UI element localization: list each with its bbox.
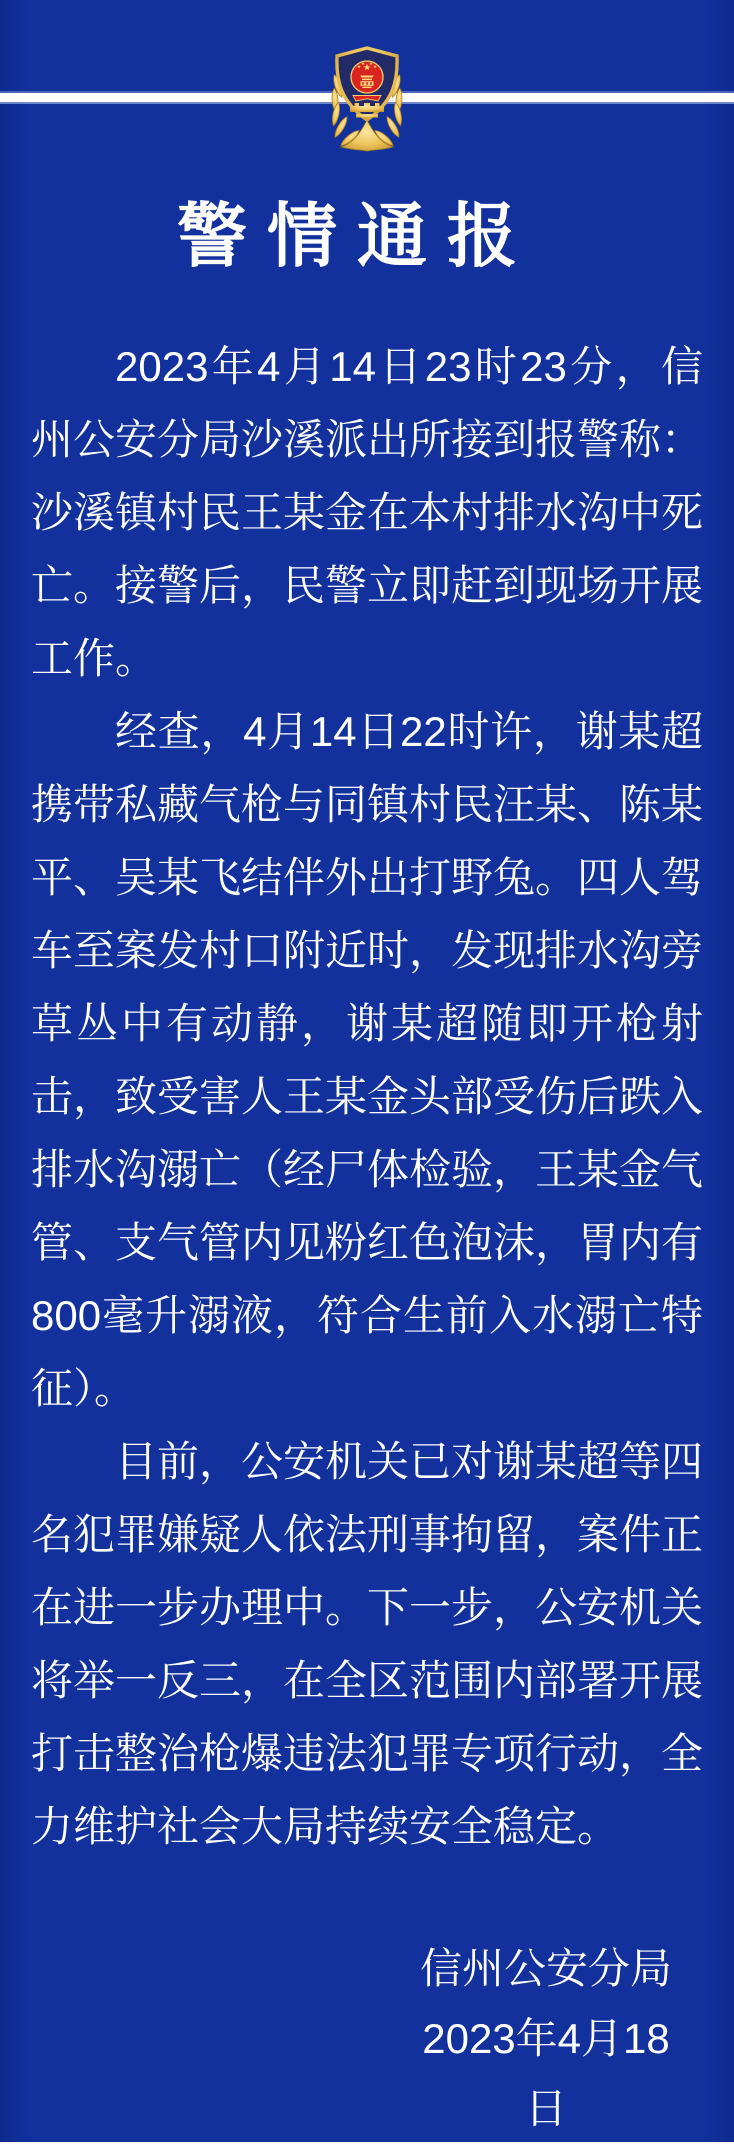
issuer-name: 信州公安分局 (419, 1945, 672, 1992)
police-badge-icon (317, 46, 417, 152)
notice-paragraph-1: 2023年4月14日23时23分，信州公安分局沙溪派出所接到报警称：沙溪镇村民王某金在本村排水沟中死亡。接警后，民警立即赶到现场开展工作。 (31, 343, 704, 682)
signature-block (406, 1934, 686, 2144)
notice-title: 警情通报 (177, 197, 537, 275)
issue-date: 2023年4月18日 (422, 2015, 670, 2132)
notice-paragraph-2: 经查，4月14日22时许，谢某超携带私藏气枪与同镇村民汪某、陈某平、吴某飞结伴外出打野兔。四人驾车至案发村口附近时，发现排水沟旁草丛中有动静，谢某超随即开枪射击，致受害人王某金头部受伤后跌入排水沟溺亡（经尸体检验，王某金气管、支气管内见粉红色泡沫，胃内有800毫升溺液，符合生前入水溺亡特征）。 (31, 708, 704, 1412)
notice-body (31, 330, 703, 1863)
notice-paragraph-3: 目前，公安机关已对谢某超等四名犯罪嫌疑人依法刑事拘留，案件正在进一步办理中。下一步，公安机关将举一反三，在全区范围内部署开展打击整治枪爆违法犯罪专项行动，全力维护社会大局持续安全稳定。 (31, 1438, 704, 1850)
